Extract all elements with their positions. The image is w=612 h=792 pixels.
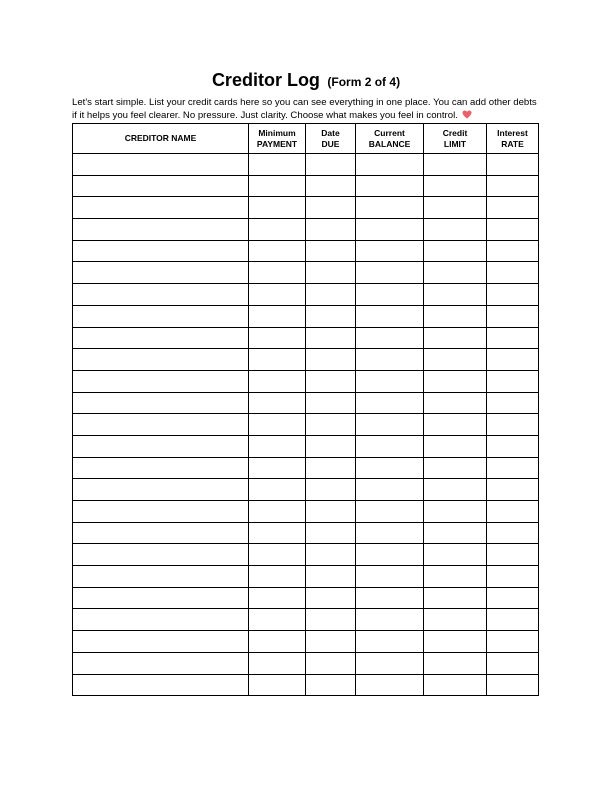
cell-minimum-payment[interactable] xyxy=(249,479,306,501)
cell-interest-rate[interactable] xyxy=(487,392,539,414)
cell-minimum-payment[interactable] xyxy=(249,284,306,306)
cell-creditor-name[interactable] xyxy=(73,392,249,414)
cell-creditor-name[interactable] xyxy=(73,652,249,674)
col-header-line2: PAYMENT xyxy=(256,138,298,149)
cell-current-balance[interactable] xyxy=(356,544,424,566)
table-row xyxy=(73,609,539,631)
creditor-table xyxy=(72,123,539,696)
cell-minimum-payment[interactable] xyxy=(249,609,306,631)
cell-date-due[interactable] xyxy=(306,349,356,371)
cell-credit-limit[interactable] xyxy=(424,414,487,436)
table-row xyxy=(73,522,539,544)
cell-date-due[interactable] xyxy=(306,479,356,501)
form-subtitle: (Form 2 of 4) xyxy=(327,75,401,89)
table-row xyxy=(73,370,539,392)
cell-minimum-payment[interactable] xyxy=(249,154,306,176)
table-row xyxy=(73,262,539,284)
cell-creditor-name[interactable] xyxy=(73,501,249,523)
cell-credit-limit[interactable] xyxy=(424,566,487,588)
cell-current-balance[interactable] xyxy=(356,305,424,327)
cell-current-balance[interactable] xyxy=(356,392,424,414)
col-header-date-due xyxy=(306,124,356,154)
cell-minimum-payment[interactable] xyxy=(249,370,306,392)
cell-current-balance[interactable] xyxy=(356,587,424,609)
col-header-interest-rate xyxy=(487,124,539,154)
cell-interest-rate[interactable] xyxy=(487,154,539,176)
cell-minimum-payment[interactable] xyxy=(249,327,306,349)
cell-creditor-name[interactable] xyxy=(73,674,249,696)
cell-credit-limit[interactable] xyxy=(424,457,487,479)
cell-date-due[interactable] xyxy=(306,652,356,674)
cell-minimum-payment[interactable] xyxy=(249,175,306,197)
cell-current-balance[interactable] xyxy=(356,457,424,479)
cell-creditor-name[interactable] xyxy=(73,544,249,566)
table-row xyxy=(73,435,539,457)
cell-creditor-name[interactable] xyxy=(73,435,249,457)
cell-date-due[interactable] xyxy=(306,522,356,544)
cell-interest-rate[interactable] xyxy=(487,587,539,609)
col-header-creditor-name xyxy=(73,124,249,154)
cell-current-balance[interactable] xyxy=(356,327,424,349)
cell-minimum-payment[interactable] xyxy=(249,674,306,696)
cell-current-balance[interactable] xyxy=(356,175,424,197)
col-header-line2: DUE xyxy=(321,138,340,149)
cell-current-balance[interactable] xyxy=(356,370,424,392)
cell-minimum-payment[interactable] xyxy=(249,240,306,262)
header-row xyxy=(73,124,539,154)
cell-interest-rate[interactable] xyxy=(487,652,539,674)
table-row xyxy=(73,284,539,306)
cell-creditor-name[interactable] xyxy=(73,197,249,219)
cell-interest-rate[interactable] xyxy=(487,305,539,327)
cell-date-due[interactable] xyxy=(306,240,356,262)
col-header-line2: LIMIT xyxy=(443,138,467,149)
cell-minimum-payment[interactable] xyxy=(249,197,306,219)
cell-minimum-payment[interactable] xyxy=(249,501,306,523)
cell-interest-rate[interactable] xyxy=(487,631,539,653)
cell-current-balance[interactable] xyxy=(356,479,424,501)
cell-creditor-name[interactable] xyxy=(73,587,249,609)
page-title xyxy=(0,71,612,90)
cell-minimum-payment[interactable] xyxy=(249,262,306,284)
cell-minimum-payment[interactable] xyxy=(249,566,306,588)
cell-interest-rate[interactable] xyxy=(487,262,539,284)
cell-credit-limit[interactable] xyxy=(424,544,487,566)
cell-date-due[interactable] xyxy=(306,284,356,306)
cell-date-due[interactable] xyxy=(306,392,356,414)
col-header-line2: RATE xyxy=(501,138,524,149)
cell-creditor-name[interactable] xyxy=(73,609,249,631)
table-row xyxy=(73,175,539,197)
cell-current-balance[interactable] xyxy=(356,566,424,588)
cell-date-due[interactable] xyxy=(306,414,356,436)
cell-credit-limit[interactable] xyxy=(424,327,487,349)
cell-creditor-name[interactable] xyxy=(73,262,249,284)
cell-credit-limit[interactable] xyxy=(424,652,487,674)
table-row xyxy=(73,197,539,219)
table-row xyxy=(73,414,539,436)
cell-interest-rate[interactable] xyxy=(487,479,539,501)
cell-minimum-payment[interactable] xyxy=(249,457,306,479)
cell-current-balance[interactable] xyxy=(356,219,424,241)
cell-credit-limit[interactable] xyxy=(424,522,487,544)
table-row xyxy=(73,566,539,588)
cell-minimum-payment[interactable] xyxy=(249,219,306,241)
cell-minimum-payment[interactable] xyxy=(249,631,306,653)
cell-current-balance[interactable] xyxy=(356,501,424,523)
cell-date-due[interactable] xyxy=(306,674,356,696)
cell-credit-limit[interactable] xyxy=(424,197,487,219)
cell-date-due[interactable] xyxy=(306,457,356,479)
cell-current-balance[interactable] xyxy=(356,284,424,306)
cell-creditor-name[interactable] xyxy=(73,522,249,544)
cell-interest-rate[interactable] xyxy=(487,414,539,436)
cell-interest-rate[interactable] xyxy=(487,219,539,241)
cell-creditor-name[interactable] xyxy=(73,479,249,501)
cell-creditor-name[interactable] xyxy=(73,349,249,371)
cell-date-due[interactable] xyxy=(306,501,356,523)
cell-date-due[interactable] xyxy=(306,609,356,631)
cell-current-balance[interactable] xyxy=(356,609,424,631)
cell-date-due[interactable] xyxy=(306,219,356,241)
cell-interest-rate[interactable] xyxy=(487,566,539,588)
table-row xyxy=(73,305,539,327)
cell-creditor-name[interactable] xyxy=(73,284,249,306)
cell-date-due[interactable] xyxy=(306,435,356,457)
cell-interest-rate[interactable] xyxy=(487,370,539,392)
cell-credit-limit[interactable] xyxy=(424,262,487,284)
table-row xyxy=(73,154,539,176)
cell-interest-rate[interactable] xyxy=(487,544,539,566)
cell-interest-rate[interactable] xyxy=(487,609,539,631)
table-row xyxy=(73,479,539,501)
col-header-line1: Credit xyxy=(442,127,468,138)
table-row xyxy=(73,587,539,609)
cell-credit-limit[interactable] xyxy=(424,435,487,457)
col-header-line1: Current xyxy=(374,127,405,138)
cell-current-balance[interactable] xyxy=(356,652,424,674)
col-header-line2: CREDITOR NAME xyxy=(124,133,197,143)
cell-interest-rate[interactable] xyxy=(487,240,539,262)
table-row xyxy=(73,631,539,653)
table-row xyxy=(73,349,539,371)
cell-current-balance[interactable] xyxy=(356,674,424,696)
cell-date-due[interactable] xyxy=(306,305,356,327)
cell-interest-rate[interactable] xyxy=(487,327,539,349)
cell-current-balance[interactable] xyxy=(356,154,424,176)
cell-date-due[interactable] xyxy=(306,197,356,219)
cell-credit-limit[interactable] xyxy=(424,370,487,392)
cell-credit-limit[interactable] xyxy=(424,479,487,501)
cell-current-balance[interactable] xyxy=(356,240,424,262)
table-row xyxy=(73,501,539,523)
cell-date-due[interactable] xyxy=(306,587,356,609)
cell-interest-rate[interactable] xyxy=(487,175,539,197)
col-header-line1: Minimum xyxy=(258,127,296,138)
cell-credit-limit[interactable] xyxy=(424,392,487,414)
cell-interest-rate[interactable] xyxy=(487,435,539,457)
cell-creditor-name[interactable] xyxy=(73,305,249,327)
cell-minimum-payment[interactable] xyxy=(249,544,306,566)
table-row xyxy=(73,219,539,241)
table-row xyxy=(73,240,539,262)
cell-credit-limit[interactable] xyxy=(424,609,487,631)
table-row xyxy=(73,457,539,479)
cell-credit-limit[interactable] xyxy=(424,674,487,696)
cell-interest-rate[interactable] xyxy=(487,197,539,219)
cell-current-balance[interactable] xyxy=(356,522,424,544)
cell-credit-limit[interactable] xyxy=(424,631,487,653)
cell-minimum-payment[interactable] xyxy=(249,435,306,457)
table-row xyxy=(73,327,539,349)
cell-creditor-name[interactable] xyxy=(73,631,249,653)
cell-minimum-payment[interactable] xyxy=(249,305,306,327)
cell-creditor-name[interactable] xyxy=(73,370,249,392)
cell-credit-limit[interactable] xyxy=(424,587,487,609)
cell-interest-rate[interactable] xyxy=(487,501,539,523)
cell-date-due[interactable] xyxy=(306,262,356,284)
col-header-line1: Interest xyxy=(497,127,528,138)
cell-credit-limit[interactable] xyxy=(424,305,487,327)
col-header-minimum-payment xyxy=(249,124,306,154)
col-header-current-balance xyxy=(356,124,424,154)
cell-interest-rate[interactable] xyxy=(487,674,539,696)
cell-creditor-name[interactable] xyxy=(73,327,249,349)
col-header-line1: Date xyxy=(321,127,340,138)
cell-date-due[interactable] xyxy=(306,370,356,392)
cell-creditor-name[interactable] xyxy=(73,566,249,588)
cell-minimum-payment[interactable] xyxy=(249,414,306,436)
table-row xyxy=(73,544,539,566)
cell-date-due[interactable] xyxy=(306,175,356,197)
cell-credit-limit[interactable] xyxy=(424,501,487,523)
cell-minimum-payment[interactable] xyxy=(249,652,306,674)
cell-interest-rate[interactable] xyxy=(487,457,539,479)
cell-credit-limit[interactable] xyxy=(424,154,487,176)
cell-minimum-payment[interactable] xyxy=(249,392,306,414)
heart-icon xyxy=(462,110,472,119)
table-body xyxy=(73,154,539,696)
cell-minimum-payment[interactable] xyxy=(249,587,306,609)
cell-creditor-name[interactable] xyxy=(73,240,249,262)
cell-creditor-name[interactable] xyxy=(73,219,249,241)
cell-creditor-name[interactable] xyxy=(73,457,249,479)
col-header-line2: BALANCE xyxy=(368,138,411,149)
cell-date-due[interactable] xyxy=(306,327,356,349)
table-row xyxy=(73,392,539,414)
table-row xyxy=(73,652,539,674)
cell-creditor-name[interactable] xyxy=(73,175,249,197)
cell-date-due[interactable] xyxy=(306,154,356,176)
cell-current-balance[interactable] xyxy=(356,262,424,284)
cell-interest-rate[interactable] xyxy=(487,284,539,306)
cell-minimum-payment[interactable] xyxy=(249,349,306,371)
cell-interest-rate[interactable] xyxy=(487,522,539,544)
intro-paragraph xyxy=(72,96,542,122)
cell-credit-limit[interactable] xyxy=(424,175,487,197)
cell-creditor-name[interactable] xyxy=(73,414,249,436)
cell-creditor-name[interactable] xyxy=(73,154,249,176)
cell-current-balance[interactable] xyxy=(356,631,424,653)
cell-current-balance[interactable] xyxy=(356,414,424,436)
cell-credit-limit[interactable] xyxy=(424,349,487,371)
cell-date-due[interactable] xyxy=(306,631,356,653)
cell-date-due[interactable] xyxy=(306,544,356,566)
cell-current-balance[interactable] xyxy=(356,349,424,371)
cell-credit-limit[interactable] xyxy=(424,240,487,262)
cell-current-balance[interactable] xyxy=(356,197,424,219)
intro-text: Let's start simple. List your credit cards here so you can see everything in one place. You can add other debts if it helps you feel clearer. No pressure. Just clarity. Choose what makes you feel in control. xyxy=(72,97,537,121)
table-row xyxy=(73,674,539,696)
cell-interest-rate[interactable] xyxy=(487,349,539,371)
cell-minimum-payment[interactable] xyxy=(249,522,306,544)
cell-current-balance[interactable] xyxy=(356,435,424,457)
cell-date-due[interactable] xyxy=(306,566,356,588)
col-header-credit-limit xyxy=(424,124,487,154)
cell-credit-limit[interactable] xyxy=(424,219,487,241)
form-title: Creditor Log xyxy=(211,70,320,90)
cell-credit-limit[interactable] xyxy=(424,284,487,306)
